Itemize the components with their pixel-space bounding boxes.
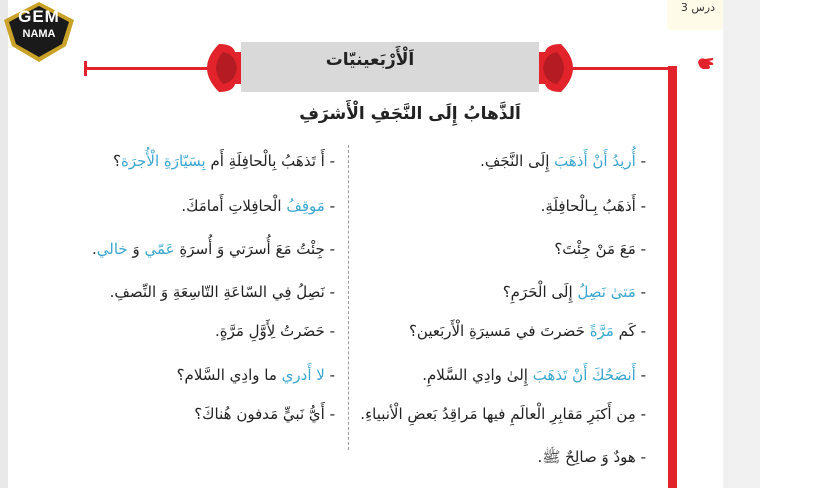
line-text: الْحافِلاتِ أَمامَكَ. [181, 197, 287, 215]
highlight-phrase: أَنصَحُكَ أَنْ تَذهَبَ [532, 366, 636, 384]
dialogue-left-line-6 [177, 366, 335, 384]
dialogue-left-line-2 [181, 197, 335, 215]
highlight-phrase: بِسَيّارَةِ الْأُجرَة [121, 152, 206, 170]
line-dash: - [324, 152, 335, 170]
line-dash: - [635, 322, 646, 340]
line-text: . [92, 240, 97, 258]
dialogue-right-line-8 [537, 448, 646, 470]
line-text: أَذهَبُ بِـالْحافِلَةِ. [540, 197, 636, 215]
dialogue-right-line-1 [480, 152, 646, 170]
dialogue-left-line-1 [113, 152, 335, 170]
dialogue-left-line-7 [194, 405, 335, 423]
dialogue-right-line-3 [554, 240, 646, 258]
dialogue-right-line-5 [409, 322, 646, 340]
line-dash: - [324, 283, 335, 301]
highlight-phrase: أُريدُ أَنْ أَذهَبَ [554, 152, 636, 170]
line-dash: - [635, 152, 646, 170]
logo-text-top: GEM [18, 7, 60, 26]
line-text: حَضرتَ في مَسيرَةِ الْأَربَعين؟ [408, 322, 590, 340]
line-text: ما وادِي السَّلام؟ [176, 366, 282, 384]
column-divider [348, 145, 349, 450]
logo-text-bottom: NAMA [22, 28, 56, 40]
highlight-phrase: عَمّي [144, 240, 175, 258]
line-text: حَضَرتُ لِأَوَّلِ مَرَّةٍ. [214, 322, 325, 340]
gemnama-logo [2, 0, 76, 64]
lesson-subtitle: اَلذَّهابُ إِلَى النَّجَفِ الْأَشرَفِ [299, 104, 521, 124]
page-title: اَلْأَرْبَعينيّات [325, 50, 415, 70]
line-dash: - [324, 405, 335, 423]
line-dash: - [635, 283, 646, 301]
line-dash: - [635, 448, 646, 466]
line-text: إِلَى النَّجَفِ. [480, 152, 555, 170]
right-white-margin [760, 0, 829, 488]
dialogue-right-line-7 [360, 405, 646, 423]
line-text: كَم [613, 322, 636, 340]
line-text: إِلىٰ وادِي السَّلامِ. [422, 366, 533, 384]
dialogue-left-line-4 [110, 283, 335, 301]
line-text: أَيُّ نَبيٍّ مَدفون هُناكَ؟ [194, 405, 325, 423]
line-text: مَعَ مَنْ جِئْتَ؟ [554, 240, 636, 258]
dialogue-right-line-6 [422, 366, 646, 384]
line-text: نَصِلُ فِي السّاعَةِ التّاسِعَةِ وَ النِّصفِ. [109, 283, 325, 301]
line-text: مِن أَكبَرِ مَقابِرِ الْعالَمِ فيها مَراقِدُ بَعضِ الْأنبياءِ. [360, 405, 636, 423]
line-text: جِئْتُ مَعَ أُسرَتي وَ أُسرَةِ [174, 240, 325, 258]
hand-pointer-icon [696, 54, 716, 72]
line-dash: - [635, 405, 646, 423]
line-dash: - [324, 240, 335, 258]
lesson-label-box [667, 0, 723, 30]
line-text: هودٌ وَ صالِحٌ ﷺ. [537, 448, 636, 466]
highlight-phrase: مَوقِفُ [286, 197, 325, 215]
red-vertical-bar [668, 66, 677, 488]
line-dash: - [635, 240, 646, 258]
dialogue-left-line-3 [92, 240, 335, 258]
line-text: إِلَى الْحَرَمِ؟ [502, 283, 578, 301]
highlight-phrase: لا أَدري [281, 366, 325, 384]
red-rule-end-tick [84, 61, 87, 76]
line-dash: - [635, 366, 646, 384]
line-dash: - [324, 366, 335, 384]
lesson-label: درس 3 [680, 1, 715, 14]
line-dash: - [324, 322, 335, 340]
line-dash: - [324, 197, 335, 215]
dialogue-right-line-4 [503, 283, 646, 301]
highlight-phrase: خالي [96, 240, 128, 258]
highlight-phrase: مَتىٰ نَصِلُ [577, 283, 636, 301]
left-edge-strip [0, 0, 8, 488]
dialogue-right-line-2 [541, 197, 646, 215]
dialogue-left-line-5 [215, 322, 335, 340]
line-text: ؟ [113, 152, 122, 170]
line-dash: - [635, 197, 646, 215]
highlight-phrase: مَرَّةً [589, 322, 614, 340]
line-text: وَ [127, 240, 145, 258]
line-text: أَ تَذهَبُ بِالْحافِلَةِ أَم [205, 152, 325, 170]
